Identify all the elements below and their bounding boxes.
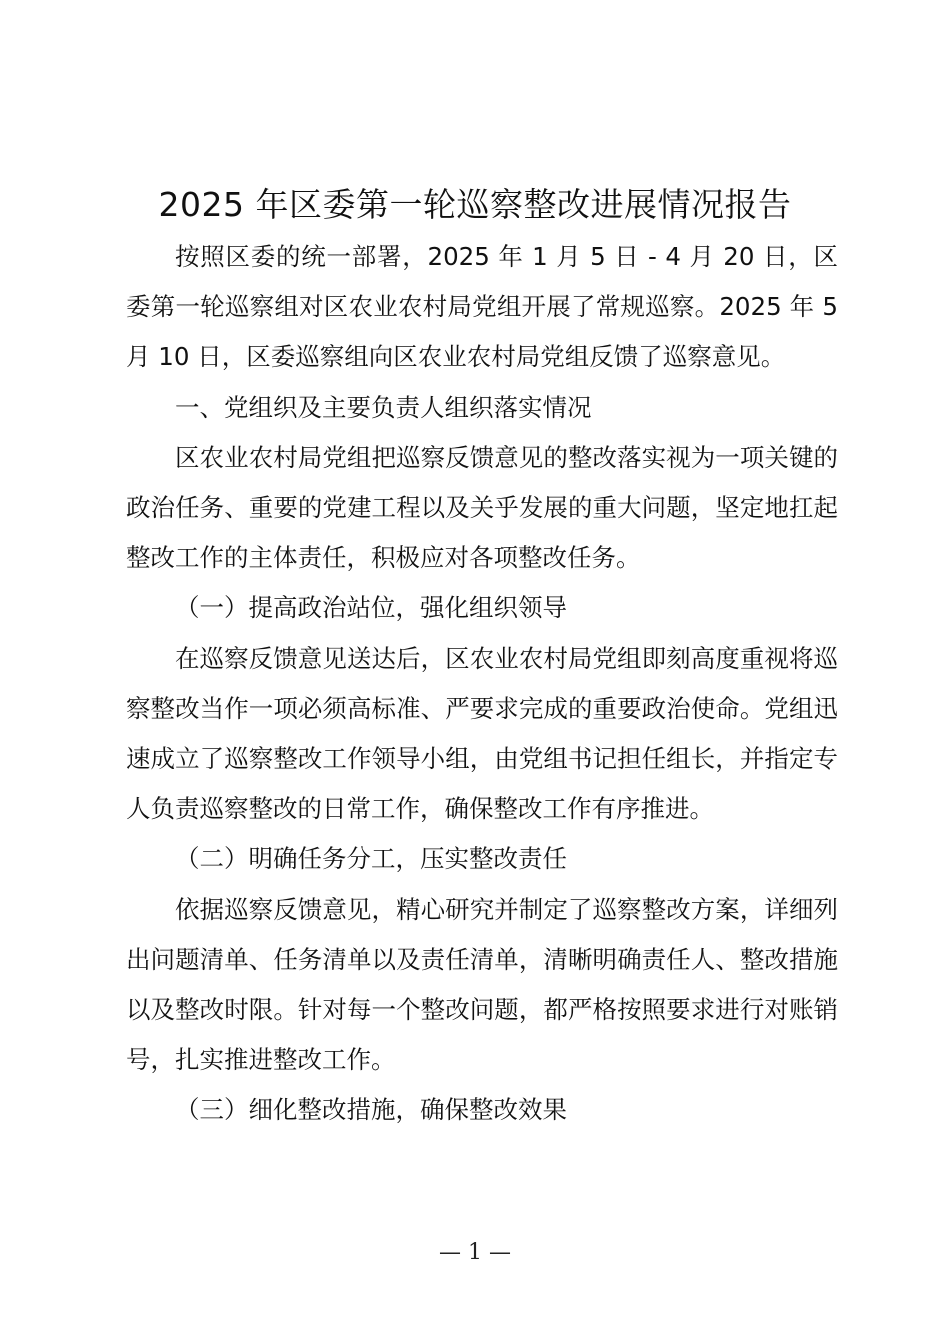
subsection-heading-2: （二）明确任务分工，压实整改责任 [175, 844, 567, 874]
subsection-2-paragraph: 依据巡察反馈意见，精心研究并制定了巡察整改方案，详细列出问题清单、任务清单以及责任清单，清晰明确责任人、整改措施以及整改时限。针对每一个整改问题，都严格按照要求进行对账销号，扎实推进整改工作。 [126, 894, 838, 1075]
intro-paragraph: 按照区委的统一部署，2025 年 1 月 5 日 - 4 月 20 日，区委第一轮巡察组对区农业农村局党组开展了常规巡察。2025 年 5 月 10 日，区委巡察组向区农业农村局党组反馈了巡察意见。 [126, 242, 838, 372]
section-1-paragraph: 区农业农村局党组把巡察反馈意见的整改落实视为一项关键的政治任务、重要的党建工程以及关乎发展的重大问题，坚定地扛起整改工作的主体责任，积极应对各项整改任务。 [126, 442, 838, 573]
subsection-heading-3: （三）细化整改措施，确保整改效果 [175, 1095, 567, 1125]
document-body [126, 232, 838, 1136]
subsection-1-paragraph: 在巡察反馈意见送达后，区农业农村局党组即刻高度重视将巡察整改当作一项必须高标准、严要求完成的重要政治使命。党组迅速成立了巡察整改工作领导小组，由党组书记担任组长，并指定专人负责巡察整改的日常工作，确保整改工作有序推进。 [126, 643, 838, 824]
section-heading-1: 一、党组织及主要负责人组织落实情况 [175, 392, 592, 422]
subsection-heading-1: （一）提高政治站位，强化组织领导 [175, 593, 567, 623]
document-title: 2025 年区委第一轮巡察整改进展情况报告 [158, 185, 792, 224]
page-number: — 1 — [439, 1240, 511, 1265]
